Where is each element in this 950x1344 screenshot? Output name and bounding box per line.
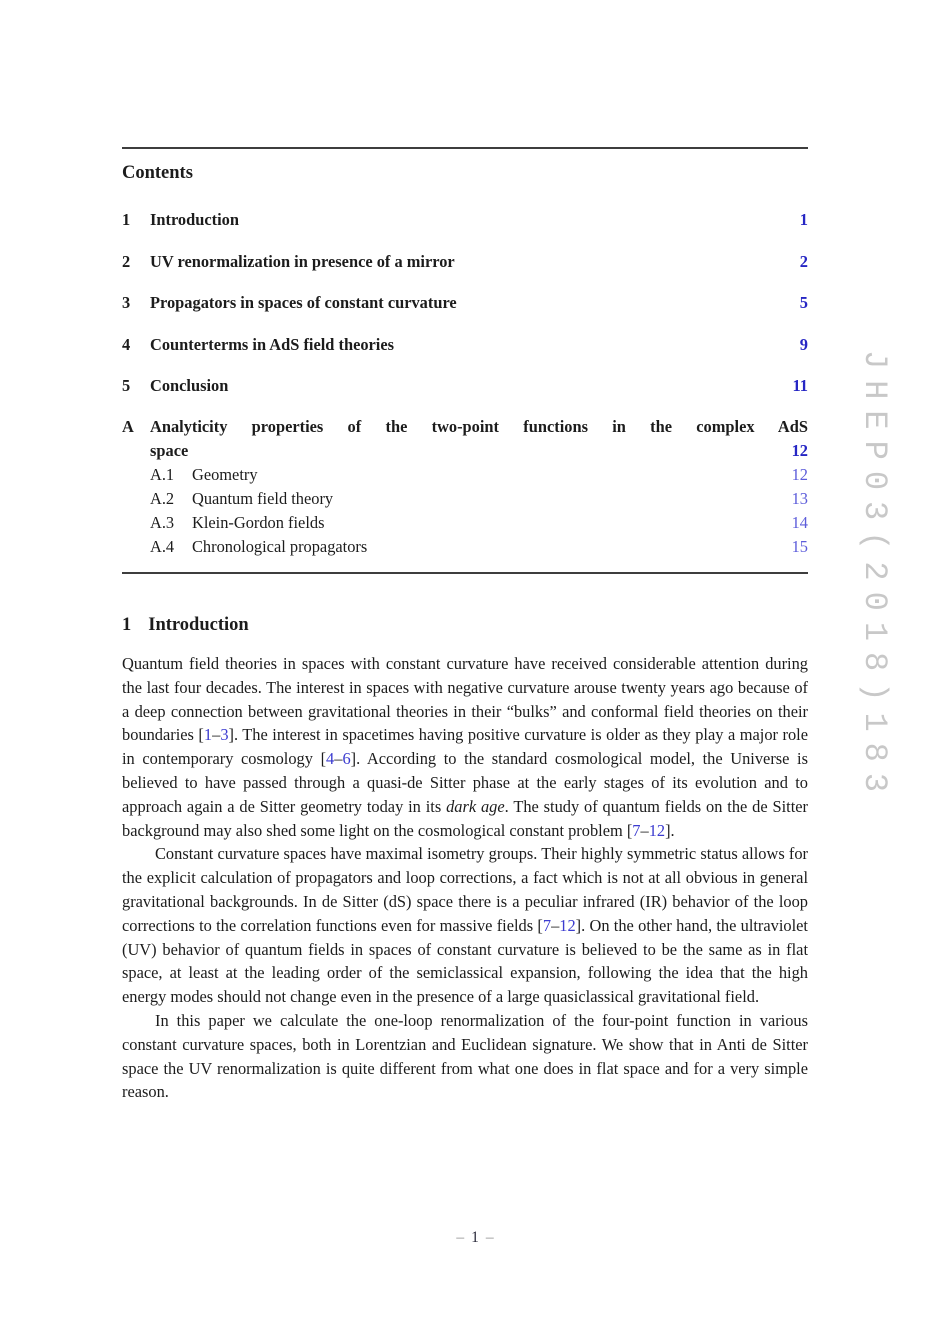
footer-dash: –: [485, 1229, 494, 1246]
toc-subsection-page-link[interactable]: 14: [791, 513, 808, 532]
toc-item-title: Conclusion: [150, 376, 229, 395]
section-number: 1: [122, 615, 132, 635]
toc-item-title: Analyticity properties of the two-point functions in the complex AdS: [150, 417, 808, 436]
bottom-rule: [122, 572, 808, 574]
contents-heading: Contents: [122, 163, 193, 183]
text-run: ]. According to the standard cosmological model, the Universe is believed to have passed through a quasi-de Sitter phase at the early stages of its evolution and to approach again a de Sitter geometry today in its: [122, 749, 808, 816]
page-footer: [0, 1229, 950, 1247]
toc-item: [122, 252, 808, 272]
toc-subsection-item: [122, 489, 808, 509]
toc-item-page-link[interactable]: 11: [792, 376, 808, 395]
toc-item-title: Propagators in spaces of constant curvature: [150, 293, 457, 312]
toc-subsection-page-link[interactable]: 13: [791, 489, 808, 508]
text-run: . The study of quantum fields on the de Sitter background may also shed some light on the cosmological constant problem [: [122, 796, 808, 840]
citation-link[interactable]: 6: [342, 749, 351, 769]
toc-subsection-page-link[interactable]: 12: [791, 465, 808, 484]
toc-subsection-title: Chronological propagators: [192, 537, 368, 556]
toc-item-number: 1: [122, 210, 131, 229]
toc-subsection-title: Quantum field theory: [192, 489, 334, 508]
section-heading: [122, 615, 249, 636]
toc-subsection-title: Klein-Gordon fields: [192, 513, 325, 532]
citation-link[interactable]: 3: [220, 725, 229, 745]
toc-subsection-page-link[interactable]: 15: [791, 537, 808, 556]
text-run: –: [334, 749, 343, 769]
paragraph-1: [122, 652, 808, 842]
body-text: [122, 652, 808, 1104]
toc-subsection-number: A.1: [150, 465, 175, 484]
toc-subsection-item: [122, 537, 808, 557]
text-run: In this paper we calculate the one-loop renormalization of the four-point function in various constant curvature spaces, both in Lorentzian and Euclidean signature. We show that in Anti de Sitter space the UV renormalization is quite different from what one does in flat space and for a very simple reason.: [122, 1010, 808, 1102]
toc-subsection-title: Geometry: [192, 465, 258, 484]
text-run: –: [640, 820, 649, 840]
toc-item-number: 5: [122, 376, 131, 395]
toc-subsection-item: [122, 465, 808, 485]
citation-link[interactable]: 12: [648, 820, 666, 840]
toc-item-number: 2: [122, 252, 131, 271]
page-number: 1: [471, 1229, 479, 1246]
toc-item-title: Counterterms in AdS field theories: [150, 335, 395, 354]
toc-item-page-link[interactable]: 9: [799, 335, 808, 354]
top-rule: [122, 147, 808, 149]
text-run: Constant curvature spaces have maximal isometry groups. Their highly symmetric status allows for the explicit calculation of propagators and loop corrections, a fact which is not at all obvious in general gravitational backgrounds. In de Sitter (dS) space there is a peculiar infrared (IR) behavior of the loop corrections to the correlation functions even for massive fields [: [122, 844, 808, 935]
citation-link[interactable]: 4: [326, 749, 335, 769]
journal-watermark: JHEP03(2018)183: [856, 350, 893, 804]
paragraph-2: [122, 842, 808, 1009]
toc-item: [122, 293, 808, 313]
citation-link[interactable]: 12: [559, 915, 576, 935]
text-run: ]. On the other hand, the ultraviolet (UV) behavior of quantum fields in spaces of constant curvature is believed to be the same as in flat space, at least at the leading order of the semiclassical expansion, following the idea that the high energy modes should not change even in the presence of a large quasiclassical gravitational field.: [122, 915, 808, 1007]
toc-item: [122, 335, 808, 355]
toc-subsection-number: A.2: [150, 489, 175, 508]
toc-subsection-number: A.3: [150, 513, 175, 532]
section-title: Introduction: [148, 615, 249, 635]
emphasized-text: dark age: [446, 796, 505, 816]
toc-item-title: UV renormalization in presence of a mirror: [150, 252, 455, 271]
toc-item: [122, 376, 808, 396]
text-run: Quantum field theories in spaces with constant curvature have received considerable attention during the last four decades. The interest in spaces with negative curvature arouse twenty years ago because of a deep connection between gravitational theories in their “bulks” and conformal field theories on their boundaries [: [122, 654, 808, 745]
toc-item-page-link[interactable]: 1: [799, 210, 808, 229]
toc-subsection-number: A.4: [150, 537, 175, 556]
toc-appendix-item: [122, 417, 808, 437]
footer-dash: –: [456, 1229, 465, 1246]
toc-item-page-link[interactable]: 2: [799, 252, 808, 271]
toc-item-page-link[interactable]: 12: [791, 441, 808, 460]
toc-item-number: 4: [122, 335, 131, 354]
citation-link[interactable]: 1: [203, 725, 213, 745]
toc-subsection-item: [122, 513, 808, 533]
citation-link[interactable]: 7: [632, 820, 641, 840]
text-run: –: [551, 915, 560, 935]
toc-item-page-link[interactable]: 5: [799, 293, 808, 312]
toc-appendix-item-line2: [122, 441, 808, 461]
paragraph-3: [122, 1009, 808, 1104]
toc-item-title-continued: space: [150, 441, 189, 460]
text-run: ]. The interest in spacetimes having positive curvature is older as they play a major role in contemporary cosmology [: [122, 725, 808, 769]
toc-item-number: 3: [122, 293, 131, 312]
toc-item-number: A: [122, 417, 134, 436]
text-run: ].: [665, 820, 675, 840]
toc-item-title: Introduction: [150, 210, 239, 229]
text-run: –: [212, 725, 221, 745]
citation-link[interactable]: 7: [542, 915, 552, 935]
toc-item: [122, 210, 808, 230]
